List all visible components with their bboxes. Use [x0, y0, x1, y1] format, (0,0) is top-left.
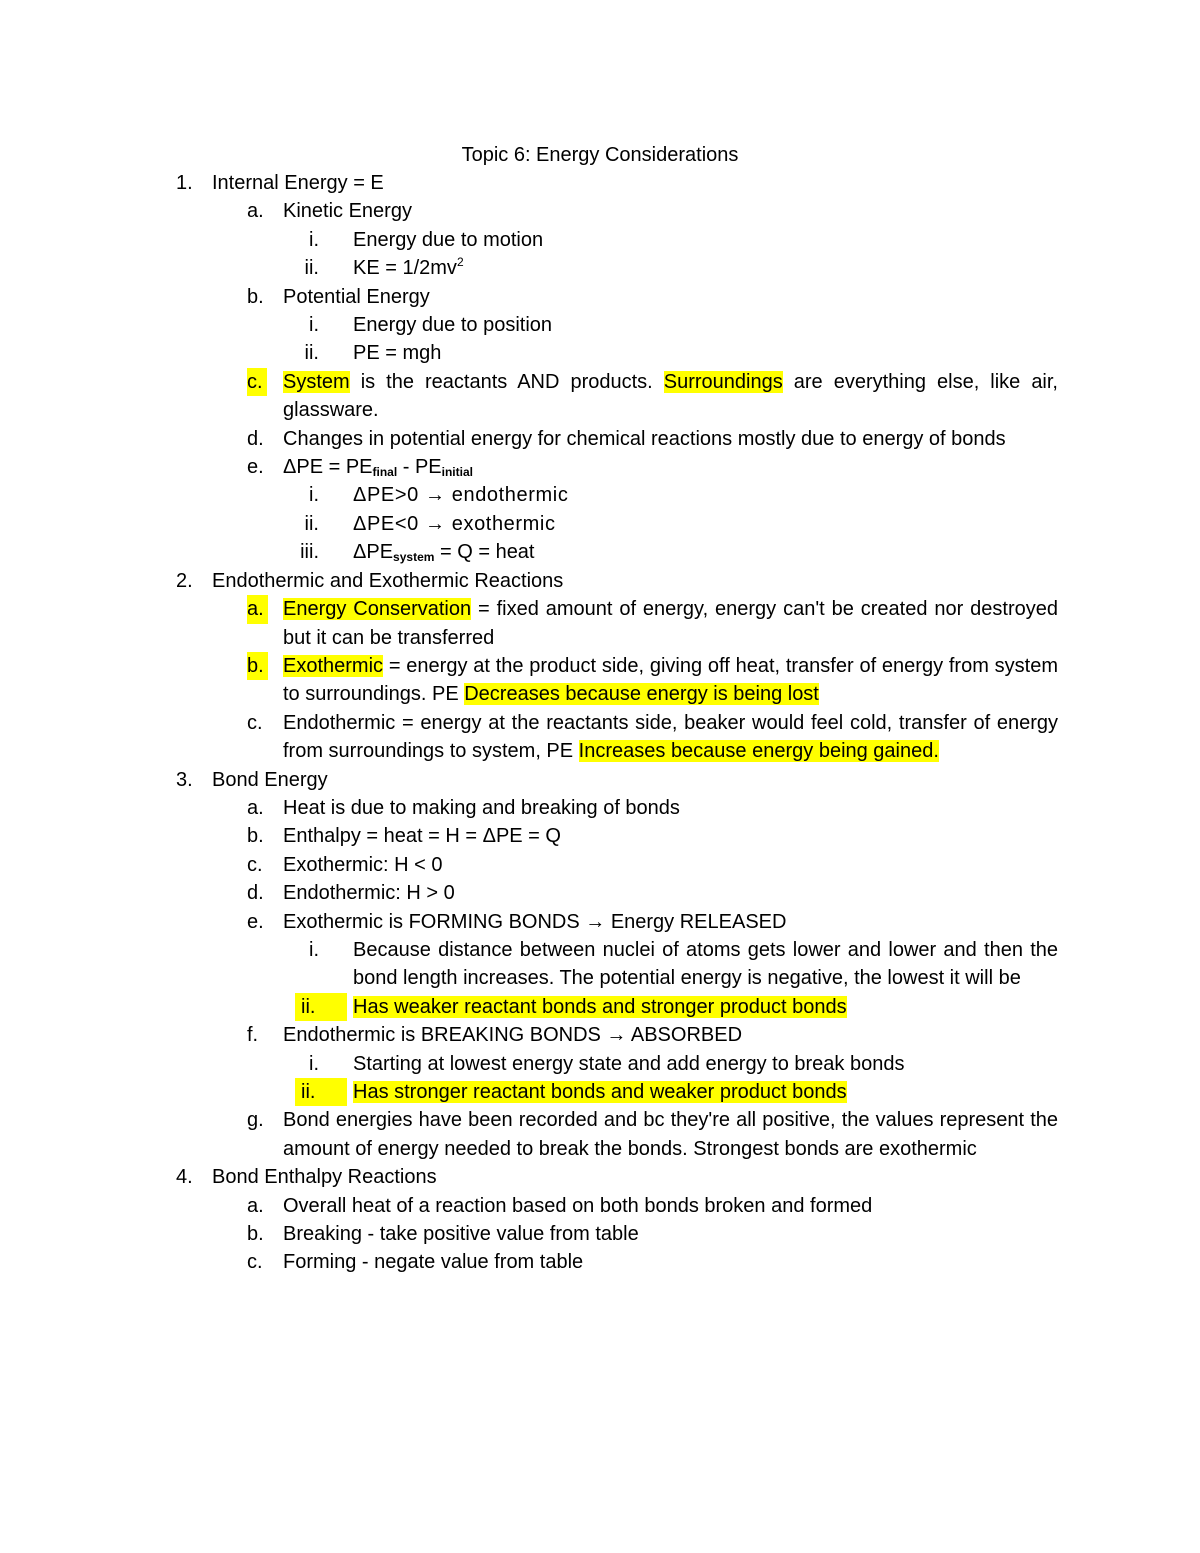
list-marker: e. [247, 456, 264, 479]
superscript: 2 [456, 255, 464, 270]
list-item [0, 822, 1200, 850]
list-item-text: ΔPE<0 → exothermic [353, 512, 556, 535]
section-4 [0, 1163, 1200, 1191]
subscript: system [393, 550, 435, 565]
list-item [0, 851, 1200, 879]
list-item-text: Kinetic Energy [283, 200, 412, 223]
list-item-text: Endothermic is BREAKING BONDS → ABSORBED [283, 1024, 743, 1047]
list-item [0, 709, 1200, 766]
list-marker: d. [247, 427, 264, 450]
highlighted-term: System [283, 370, 350, 393]
list-marker: i. [309, 938, 319, 961]
section-3 [0, 766, 1200, 794]
list-item [0, 1220, 1200, 1248]
list-item-text [283, 652, 1058, 709]
list-marker: i. [309, 1052, 319, 1075]
list-item [0, 595, 1200, 652]
list-marker: b. [247, 652, 268, 680]
section-1 [0, 169, 1200, 197]
page-title: Topic 6: Energy Considerations [461, 144, 739, 166]
list-marker: 2. [176, 569, 193, 592]
list-marker: i. [309, 314, 319, 337]
list-item [0, 1021, 1200, 1049]
list-item-text: Endothermic: H > 0 [283, 882, 455, 905]
list-item [0, 1106, 1200, 1163]
highlighted-term: Exothermic [283, 654, 384, 677]
list-marker: b. [247, 1223, 264, 1246]
list-item [0, 226, 1200, 254]
list-item [0, 197, 1200, 225]
section-heading: Internal Energy = E [212, 172, 384, 194]
list-marker: c. [247, 1251, 263, 1274]
list-marker: ii. [304, 257, 319, 280]
section-2 [0, 567, 1200, 595]
list-item-text: Exothermic is FORMING BONDS → Energy RELEASED [283, 910, 787, 933]
list-item-text: Overall heat of a reaction based on both bonds broken and formed [283, 1194, 873, 1217]
list-marker: ii. [295, 993, 347, 1021]
list-item-text: Because distance between nuclei of atoms gets lower and lower and then the bond length increases. The potential energy is negative, the lowest it will be [353, 938, 1058, 990]
list-item [0, 425, 1200, 453]
list-item-text: Potential Energy [283, 285, 430, 308]
highlighted-phrase: Increases because energy being gained. [578, 740, 939, 763]
list-marker: c. [247, 711, 263, 734]
list-item-text: Breaking - take positive value from table [283, 1223, 639, 1246]
section-heading: Endothermic and Exothermic Reactions [212, 569, 564, 592]
list-item [0, 908, 1200, 936]
text-run: = energy at the product side, giving off heat, transfer of energy from system to surroundings. PE [283, 654, 1058, 706]
list-item-text: Bond energies have been recorded and bc they're all positive, the values represent the amount of energy needed to break the bonds. Strongest bonds are exothermic [283, 1109, 1058, 1160]
list-marker: d. [247, 882, 264, 905]
list-marker: 4. [176, 1166, 193, 1189]
highlighted-phrase: Has weaker reactant bonds and stronger product bonds [353, 995, 847, 1018]
list-item-text: Starting at lowest energy state and add energy to break bonds [353, 1052, 905, 1075]
text-run: is the reactants AND products. [349, 370, 664, 393]
list-item-text [353, 538, 1058, 566]
list-item [0, 339, 1200, 367]
list-marker: iii. [300, 541, 319, 564]
list-marker: c. [247, 368, 267, 396]
list-item [0, 538, 1200, 566]
text-run: = fixed amount of energy, energy can't be created nor destroyed but it can be transferred [283, 598, 1058, 649]
list-marker: a. [247, 200, 264, 223]
list-item [0, 1078, 1200, 1106]
subscript: final [372, 465, 398, 480]
list-marker: g. [247, 1109, 264, 1132]
list-marker: ii. [295, 1078, 347, 1106]
list-item [0, 879, 1200, 907]
list-item [0, 283, 1200, 311]
list-item-text: Changes in potential energy for chemical reactions mostly due to energy of bonds [283, 427, 1006, 450]
list-marker: f. [247, 1024, 259, 1047]
list-marker: ii. [304, 512, 319, 535]
list-item [0, 510, 1200, 538]
list-item-text [353, 254, 1058, 282]
formula-text: KE = 1/2mv [353, 257, 457, 280]
list-item-text [283, 453, 1058, 481]
list-item-text: Exothermic: H < 0 [283, 853, 443, 876]
list-marker: ii. [304, 342, 319, 365]
list-item [0, 1050, 1200, 1078]
text-run: = Q = heat [434, 541, 535, 564]
list-marker: b. [247, 825, 264, 848]
list-marker: c. [247, 853, 263, 876]
list-item-text: PE = mgh [353, 342, 442, 365]
list-item [0, 1192, 1200, 1220]
list-item-text [353, 1078, 1058, 1106]
highlighted-phrase: Decreases because energy is being lost [464, 683, 819, 706]
list-item [0, 453, 1200, 481]
section-heading: Bond Enthalpy Reactions [212, 1166, 437, 1189]
list-item-text: ΔPE>0 → endothermic [353, 484, 569, 507]
list-item-text [283, 368, 1058, 425]
text-run: Endothermic = energy at the reactants side, beaker would feel cold, transfer of energy from surroundings to system, PE [283, 711, 1058, 763]
list-marker: a. [247, 1194, 264, 1217]
highlighted-term: Energy Conservation [283, 598, 472, 621]
list-item-text: Energy due to motion [353, 228, 544, 251]
list-marker: e. [247, 910, 264, 933]
list-item [0, 1248, 1200, 1276]
highlighted-term: Surroundings [663, 370, 783, 393]
list-item [0, 254, 1200, 282]
list-item [0, 311, 1200, 339]
list-marker: 3. [176, 768, 193, 791]
list-marker: i. [309, 484, 319, 507]
list-marker: b. [247, 285, 264, 308]
list-marker: i. [309, 228, 319, 251]
highlighted-phrase: Has stronger reactant bonds and weaker product bonds [353, 1081, 847, 1103]
list-item-text: Heat is due to making and breaking of bonds [283, 796, 680, 819]
list-item [0, 794, 1200, 822]
subscript: initial [441, 465, 473, 480]
list-marker: a. [247, 796, 264, 819]
list-item-text: Forming - negate value from table [283, 1251, 584, 1274]
list-item [0, 652, 1200, 709]
text-run: ΔPE [353, 541, 394, 564]
list-marker: a. [247, 595, 268, 623]
list-item-text [283, 709, 1058, 766]
text-run: are everything else, like air, glassware. [283, 370, 1058, 422]
text-run: - PE [397, 456, 442, 479]
list-item [0, 993, 1200, 1021]
list-item-text: Enthalpy = heat = H = ΔPE = Q [283, 825, 561, 848]
list-item-text: Energy due to position [353, 314, 553, 337]
list-item [0, 936, 1200, 993]
list-item-text [353, 993, 1058, 1021]
list-item-text [283, 595, 1058, 652]
list-item [0, 481, 1200, 509]
list-item [0, 368, 1200, 425]
outline [0, 169, 1200, 1277]
text-run: ΔPE = PE [283, 456, 373, 479]
list-marker: 1. [176, 172, 193, 194]
section-heading: Bond Energy [212, 768, 328, 791]
